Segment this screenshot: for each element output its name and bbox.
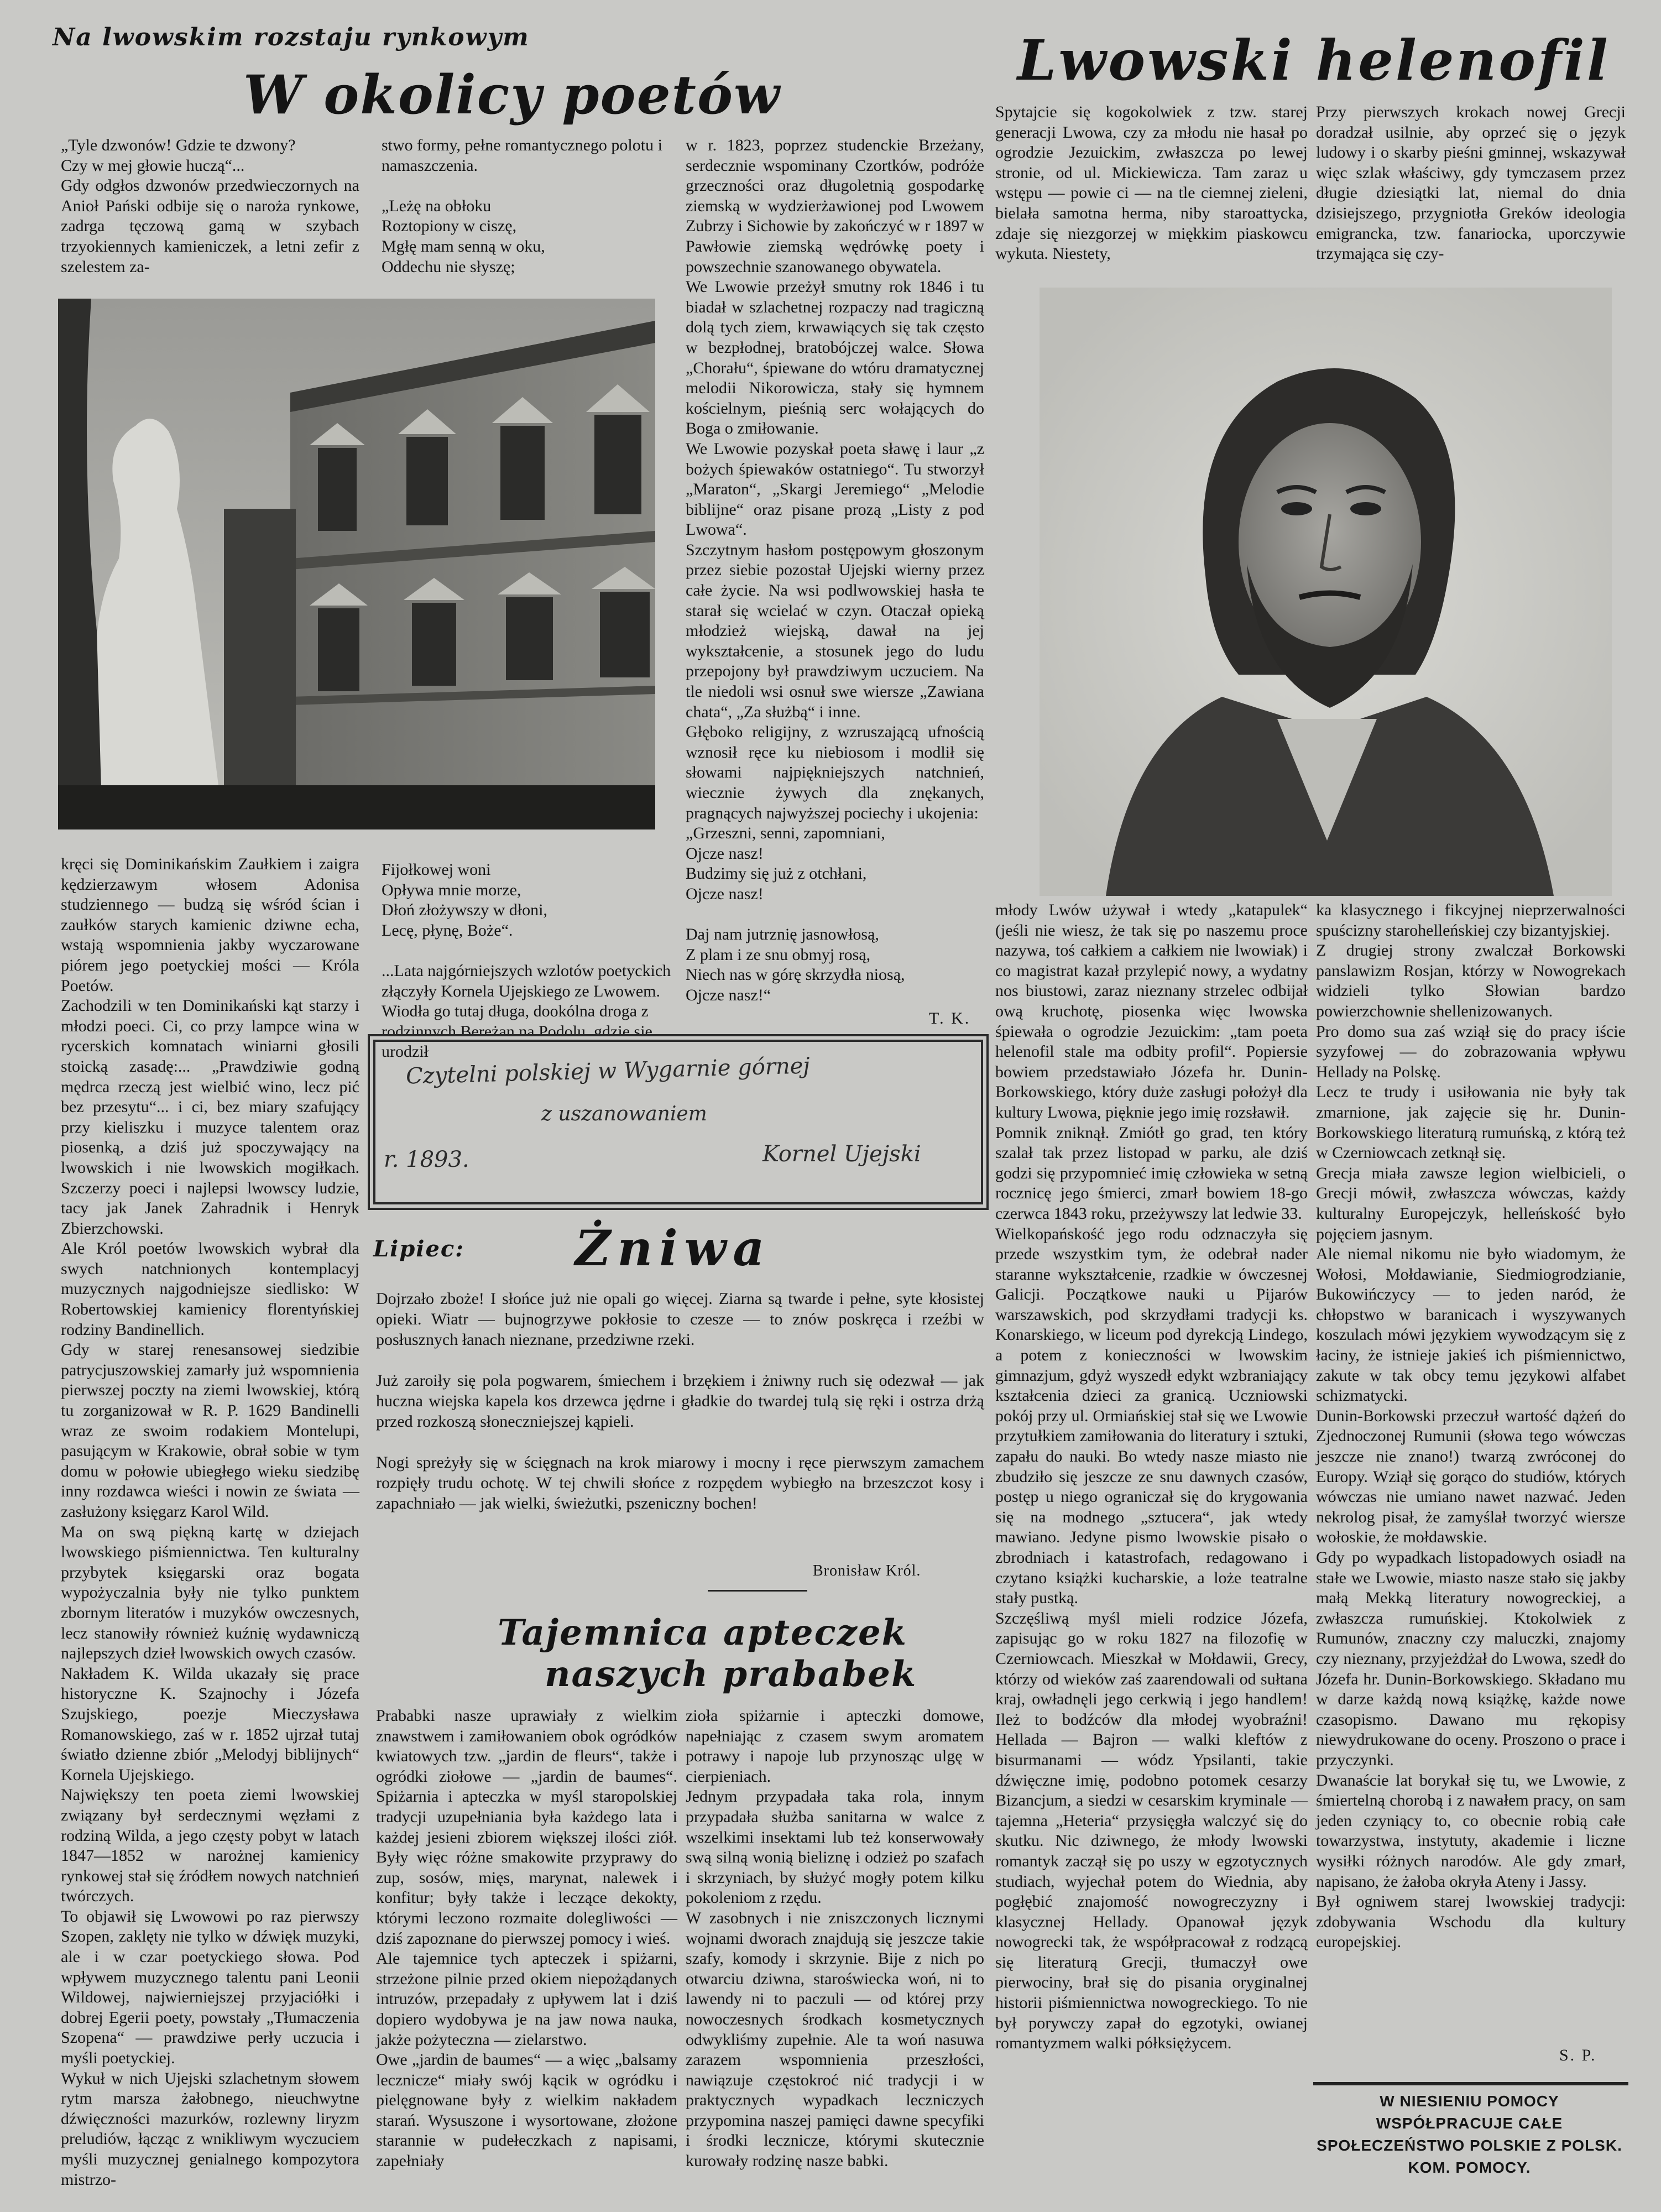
handwritten-line-2: z uszanowaniem <box>541 1103 707 1125</box>
footer-box <box>1313 2090 1626 2176</box>
article2-kicker: Lipiec: <box>373 1236 465 1262</box>
article4-signature: S. P. <box>1559 2046 1597 2064</box>
article4-col2-bottom: ka klasycznego i fikcyjnej nieprzerwalności spuścizny starohelleńskiej czy bizantyjskiej. Z drugiej strony zwalczał Borkowski panslawizm Rosjan, którzy w Nowogrekach widzieli tylko Słowian bardzo powierzchownie shellenizowanych. Pro domo sua zaś wziął się do pracy iście syzyfowej — do zobrazowania wpływu Hellady na Polskę. Lecz te trudy i usiłowania nie były tak zmarnione, jak zajęcie się hr. Dunin-Borkowskiego literaturą rumuńską, z którą też w Czerniowcach zetknął się. Grecja miała zawsze legion wielbicieli, o Grecji mówił, zwłaszcza wówczas, każdy kulturalny Europejczyk, helleńskość było pojęciem jasnym. Ale niemal nikomu nie było wiadomym, że Wołosi, Mołdawianie, Siedmiogrodzianie, Bukowińczycy — to jeden naród, że chłopstwo w baranicach i wyszywanych koszulach mówi językiem wywodzącym się z łaciny, że istnieje jakieś ich piśmiennictwo, zakute w tak obcy temu językowi alfabet schizmatycki. Dunin-Borkowski przeczuł wartość dążeń do Zjednoczonej Rumunii (słowa tego wówczas jeszcze nie znano!) twarzą zwróconej do Europy. Wziął się gorąco do studiów, których wówczas nie umiano nawet nazwać. Jeden nekrolog pisał, że zamyślał tworzyć wiersze wołoskie, że mołdawskie. Gdy po wypadkach listopadowych osiadł na stałe we Lwowie, miasto nasze stało się jakby małą Mekką literatury nowogreckiej, a zwłaszcza rumuńskiej. Ktokolwiek z Rumunów, znaczny czy maluczki, znajomy czy nieznany, przyjeżdżał do Lwowa, szedł do Józefa hr. Dunin-Borkowskiego. Składano mu w darze każdą nową książkę, każde nowe czasopismo. Dawano mu rękopisy niewydrukowane do oceny. Proszono o prace i przyczynki. Dwanaście lat borykał się tu, we Lwowie, z śmiertelną chorobą i z nawałem pracy, on sam jeden czyniący to, co obecnie robią całe towarzystwa, instytuty, akademie i liczne wysiłki różnych narodów. Ale gdy zmarł, napisano, że żałoba okryła Ateny i Jassy. Był ogniwem starej lwowskiej tradycji: zdobywania Wschodu dla kultury europejskiej. <box>1316 901 1626 1952</box>
footer-box-top-rule <box>1313 2082 1628 2085</box>
article1-col2-top: stwo formy, pełne romantycznego polotu i namaszczenia. „Leżę na obłoku Roztopiony w ciszę, Mgłę mam senną w oku, Oddechu nie słyszę; <box>382 136 662 276</box>
handwritten-date: r. 1893. <box>384 1147 469 1172</box>
handwritten-line-1: Czytelni polskiej w Wygarnie górnej <box>405 1053 811 1089</box>
article4-title: Lwowski helenofil <box>1017 28 1610 93</box>
article3-col2: zioła spiżarnie i apteczki domowe, napełniając z czasem swym aromatem potrawy i napoje lub przynosząc ulgę w cierpieniach. Jednym przypadała taka rola, innym przypadała służba sanitarna w walce z wszelkimi insektami lub też konserwowały swą silną wonią bieliznę i odzież po szafach i skrzyniach, by służyć mogły potem kilku pokoleniom z rzędu. W zasobnych i nie zniszczonych licznymi wojnami dworach znajdują się jeszcze takie szafy, komody i skrzynie. Bije z nich po otwarciu dziwna, staroświecka woń, ni to lawendy ni to paczuli — od której przy nowoczesnych środkach kosmetycznych odwykliśmy zupełnie. Ale ta woń nasuwa zarazem wspomnienia przeszłości, nawiązuje częstokroć nić tradycji i w praktycznych wypadkach leczniczych przypomina naszej pamięci dawne specyfiki i środki lecznicze, którymi skutecznie kurowały rodzinę nasze babki. <box>686 1707 984 2171</box>
building-photo <box>58 299 655 830</box>
article4-col1-bottom: młody Lwów używał i wtedy „katapulek“ (jeśli nie wiesz, że tak się po naszemu proce nazywa, toś całkiem a całkiem nie lwowiak) i co magistrat kazał przylepić nowy, a wydatny nos biustowi, zaraz nieznany strzelec odbijał ową kruchotę, piosenka więc lwowska śpiewała o ogrodzie Jezuickim: „tam poeta helenofil stale ma odbity profil“. Popiersie bowiem przedstawiało Józefa hr. Dunin-Borkowskiego, który duże zasługi położył dla kultury Lwowa, pięknie jego imię rozsławił. Pomnik zniknął. Zmiótł go grad, ten który szalał tak przez listopad w parku, ale dziś godzi się przypomnieć imię człowieka w setną rocznicę jego śmierci, zmarł bowiem 18-go czerwca 1843 roku, przeżywszy lat ledwie 33. Wielkopańskość jego rodu odznaczyła się przede wszystkim tym, że odebrał nader staranne wykształcenie, rzadkie w ówczesnej Galicji. Początkowe nauki u Pijarów warszawskich, pod skrzydłami tradycji ks. Konarskiego, w liceum pod dyrekcją Lindego, a potem z konieczności w lwowskim gimnazjum, gdyż wyszedł edykt wzbraniający kształcenia dzieci za granicą. Uczniowski pokój przy ul. Ormiańskiej stał się we Lwowie przytułkiem zamiłowania do literatury i sztuki, zapału do nauki. Bo wtedy nasze miasto nie zbudziło się jeszcze ze snu dawnych czasów, postęp u niego ograniczał się do krygowania się na modnego „sztucera“, jak wtedy mawiano. Jedyne pismo lwowskie pisało o zbrodniach i katastrofach, redagowano i czytano książki kucharskie, a loże teatralne stały pustką. Szczęśliwą myśl mieli rodzice Józefa, zapisując go w roku 1827 na filozofię w Czerniowcach. Mieszkał w Mołdawii, Grecy, którzy od wieków zaś zaarendowali od sułtana kraj, owładnęli jego cerkwią i jego handlem! Ileż to bodźców dla młodej wyobraźni! Hellada — Bajron — walki kleftów z bisurmanami — wódz Ypsilanti, takie dźwięczne imię, podobno potomek cesarzy Bizancjum, a siedzi w cesarskim kryminale — tajemna „Heteria“ przysięgła walczyć się do skutku. Nic dziwnego, że młody lwowski romantyk zaczął się po uszy w egzotycznych studiach, wyjechał potem do Wiednia, aby pogłębić znajomość nowogreczyzny i klasycznej Hellady. Opanował język nowogrecki tak, że współpracował z rodzącą się literaturą Grecji, tłumaczył owe pierwociny, brał się do pisania oryginalnej historii piśmiennictwa nowogreckiego. To nie był porywczy zapał do egzotyki, owianej romantyzmem walki półksiężycem. <box>995 901 1308 2053</box>
article2-body: Dojrzało zboże! I słońce już nie opali go więcej. Ziarna są twarde i pełne, syte kłosistej opieki. Wiatr — bujnogrzywe pokłosie to czesze — to znów poskręca i rzeźbi w posłusznych łanach nieznane, przedziwne rzeki. Już zaroiły się pola pogwarem, śmiechem i brzękiem i żniwny ruch się odezwał — jak huczna wiejska kapela kos drzewca jędrne i gładkie do twardej tulą się ręki i ostrza drżą przed rozkoszą słoneczniejszej kąpieli. Nogi spreżyły się w ścięgnach na krok miarowy i mocny i ręce pierwszym zamachem rozpięły trudu ochotę. W tej chwili słońce z rozpędem wybiegło na brzeszczot kosy i zapachniało — jak wielki, świeżutki, pszeniczny bochen! <box>376 1290 984 1512</box>
article3-title-line1: Tajemnica apteczek <box>498 1612 907 1653</box>
article4-col1-top: Spytajcie się kogokolwiek z tzw. starej generacji Lwowa, czy za młodu nie hasał po ogrodzie Jezuickim, zwłaszcza po lewej stronie, od ul. Mickiewicza. Tam zaraz u wstępu — powie ci — na tle ciemnej zieleni, bielała samotna herma, niby staroattycka, zdaje się niezgorzej w miękkim piaskowcu wykuta. Niestety, <box>995 103 1308 263</box>
article1-col1-top: „Tyle dzwonów! Gdzie te dzwony? Czy w mej głowie huczą“... Gdy odgłos dzwonów przedwieczornych na Anioł Pański odbije się o naroża rynkowe, zadrga tęczową gamą w szybach trzyokiennych kamieniczek, a letni zefir z szelestem za- <box>61 136 359 276</box>
article1-col3: w r. 1823, poprzez studenckie Brzeżany, serdecznie wspominany Czortków, podróże grzeczności oraz długoletnią gospodarkę ziemską w wydzierżawionej pod Lwowem Zubrzy i Sichowie by zakończyć w r 1897 w Pawłowie ziemską wędrówkę poety i powszechnie szanowanego obywatela. We Lwowie przeżył smutny rok 1846 i tu biadał w szlachetnej rozpaczy nad tragiczną dolą tych ziem, krwawiących się tak często w bezpłodnej, bratobójczej walce. Słowa „Chorału“, śpiewane do wtóru dramatycznej melodii Nikorowicza, stały się hymnem kościelnym, pieśnią serc wołających do Boga o zmiłowanie. We Lwowie pozyskał poeta sławę i laur „z bożych śpiewaków ostatniego“. Tu stworzył „Maraton“, „Skargi Jeremiego“ „Melodie biblijne“ oraz pisane prozą „Listy z pod Lwowa“. Szczytnym hasłom postępowym głoszonym przez siebie pozostał Ujejski wierny przez całe życie. Na wsi podlwowskiej hasła te starał się wcielać w czyn. Otaczał opieką młodzież wiejską, dawał na jej wykształcenie, a stosunek jego do ludu przepojony był prawdziwym uczuciem. Na tle niedoli wsi osnuł swe wiersze „Zawiana chata“, „Za służbą“ i inne. Głęboko religijny, z wzruszającą ufnością wznosił ręce ku niebiosom i modlił się słowami najpiękniejszych natchnień, wiecznie żywych dla znękanych, pragnących najwyższej pociechy i ukojenia: „Grzeszni, senni, zapomniani, Ojcze nasz! Budzimy się już z otchłani, Ojcze nasz! Daj nam jutrznię jasnowłosą, Z plam i ze snu obmyj rosą, Niech nas w górę skrzydła niosą, Ojcze nasz!“ <box>686 136 984 1004</box>
portrait-engraving <box>1040 288 1612 896</box>
article1-title: W okolicy poetów <box>243 64 781 126</box>
handwritten-signature: Kornel Ujejski <box>762 1141 921 1167</box>
article1-col2-bottom: Fijołkowej woni Opływa mnie morze, Dłoń złożywszy w dłoni, Lecę, płynę, Boże“. ...Lata najgórniejszych wzlotów poetyckich złączyły Kornela Ujejskiego ze Lwowem. Wiodła go tutaj długa, dookólna droga z rodzinnych Bereżan na Podolu, gdzie się urodził <box>382 860 671 1061</box>
article2-title: Żniwa <box>575 1219 771 1277</box>
article4-col2-top: Przy pierwszych krokach nowej Grecji doradzał usilnie, aby oprzeć się o język ludowy i o skarby pieśni gminnej, wskazywał więc szlak właściwy, gdy tymczasem przez długie dziesiątki lat, niemal do dnia dzisiejszego, przygniotła Greków ideologia emigrancka, tzw. fanariocka, uporczywie trzymająca się czy- <box>1316 103 1626 263</box>
article1-col1-bottom: kręci się Dominikańskim Zaułkiem i zaigra kędzierzawym włosem Adonisa studziennego — budzą się wśród ścian i zaułków starych kamienic dziwne echa, wstają wspomnienia jakby wyczarowane piórem jego poetyckiej mości — Króla Poetów. Zachodzili w ten Dominikański kąt starzy i młodzi poeci. Ci, co przy lampce wina w rycerskich komnatach winiarni głosili stoicką zasadę:... „Prawdziwie godną mędrca rzeczą jest wielbić wino, lecz pić bez przesytu“... i ci, bez miary szafujący przy kieliszku i muzyce talentem oraz piosenką, a dziś już spoczywający na lwowskich i nie lwowskich mogiłkach. Szczerzy poeci i najlepsi lwowscy ludzie, tacy jak Janek Zahradnik i Henryk Zbierzchowski. Ale Król poetów lwowskich wybrał dla swych natchnionych kontemplacyj muzycznych najgodniejsze siedlisko: W Robertowskiej kamienicy florentyńskiej rodziny Bandinellich. Gdy w starej renesansowej siedzibie patrycjuszowskiej zamarły już wspomnienia pierwszej poczty na ziemi lwowskiej, którą tu zorganizował w R. P. 1629 Bandinelli wraz ze swoim rodakiem Montelupi, pasującym w Krakowie, obrał sobie w tym domu w połowie ubiegłego wieku siedzibę inny rozdawca wieści i nowin ze świata — zasłużony księgarz Karol Wild. Ma on swą piękną kartę w dziejach lwowskiego piśmiennictwa. Ten kulturalny przybytek księgarski oraz bogata wypożyczalnia były nie tylko punktem zbornym literatów i muzyków owczesnych, lecz stanowiły również kuźnię wydawniczą najlepszych dzieł lwowskich owych czasów. Nakładem K. Wilda ukazały się prace historyczne K. Szajnochy i Józefa Szujskiego, poezje Mieczysława Romanowskiego, zaś w r. 1852 ujrzał tutaj światło dzienne zbiór „Melodyj biblijnych“ Kornela Ujejskiego. Największy ten poeta ziemi lwowskiej związany był serdecznymi węzłami z rodziną Wilda, a jego częsty pobyt w latach 1847—1852 w narożnej kamienicy rynkowej stał się źródłem nowych natchnień twórczych. To objawił się Lwowowi po raz pierwszy Szopen, zaklęty nie tylko w dźwięk muzyki, ale i w czar poetyckiego słowa. Pod wpływem muzycznego talentu pani Leonii Wildowej, najwierniejszej przyjaciółki i dobrej Egerii poety, powstały „Tłumaczenia Szopena“ — prawdziwe perły uczucia i myśli poetyckiej. Wykuł w nich Ujejski szlachetnym słowem rytm marsza żałobnego, nieuchwytne dźwięczności mazurków, rozlewny liryzm preludiów, łącząc z wnikliwym wyczuciem myśli muzycznej genialnego kompozytora mistrzo- <box>61 855 359 2189</box>
article2-author: Bronisław Król. <box>813 1562 921 1579</box>
article2-divider <box>708 1590 807 1592</box>
article1-kicker: Na lwowskim rozstaju rynkowym <box>53 23 530 51</box>
handwritten-note-box <box>373 1040 983 1204</box>
footer-box-message: W NIESIENIU POMOCY WSPÓŁPRACUJE CAŁE SPOŁECZEŃSTWO POLSKIE Z POLSK. KOM. POMOCY. <box>1317 2093 1622 2176</box>
article1-signature: T. K. <box>929 1009 971 1027</box>
article3-title-line2: naszych prababek <box>545 1653 917 1695</box>
building-photo-image <box>58 299 655 830</box>
portrait-image <box>1040 288 1612 896</box>
article3-col1: Prababki nasze uprawiały z wielkim znawstwem i zamiłowaniem obok ogródków kwiatowych tzw. „jardin de fleurs“, także i ogródki ziołowe — „jardin de baumes“. Spiżarnia i apteczka w myśl staropolskiej tradycji uzupełniania była każdego lata i każdej jesieni zbiorem większej ilości ziół. Były więc różne smakowite przyprawy do zup, sosów, mięs, marynat, nalewek i konfitur; były także i leczące dekokty, którymi leczono rozmaite dolegliwości — dziś zapoznane do pierwszej pomocy i wieś. Ale tajemnice tych apteczek i spiżarni, strzeżone pilnie przed okiem niepożądanych intruzów, przepadały z upływem lat i dziś dopiero wydobywa je na jaw nowa nauka, jakże pożyteczna — zielarstwo. Owe „jardin de baumes“ — a więc „balsamy lecznicze“ miały swój kącik w ogródku i pielęgnowane były z wielkim nakładem starań. Wysuszone i wysortowane, złożone starannie w pudełeczkach z napisami, zapełniały <box>376 1707 677 2171</box>
